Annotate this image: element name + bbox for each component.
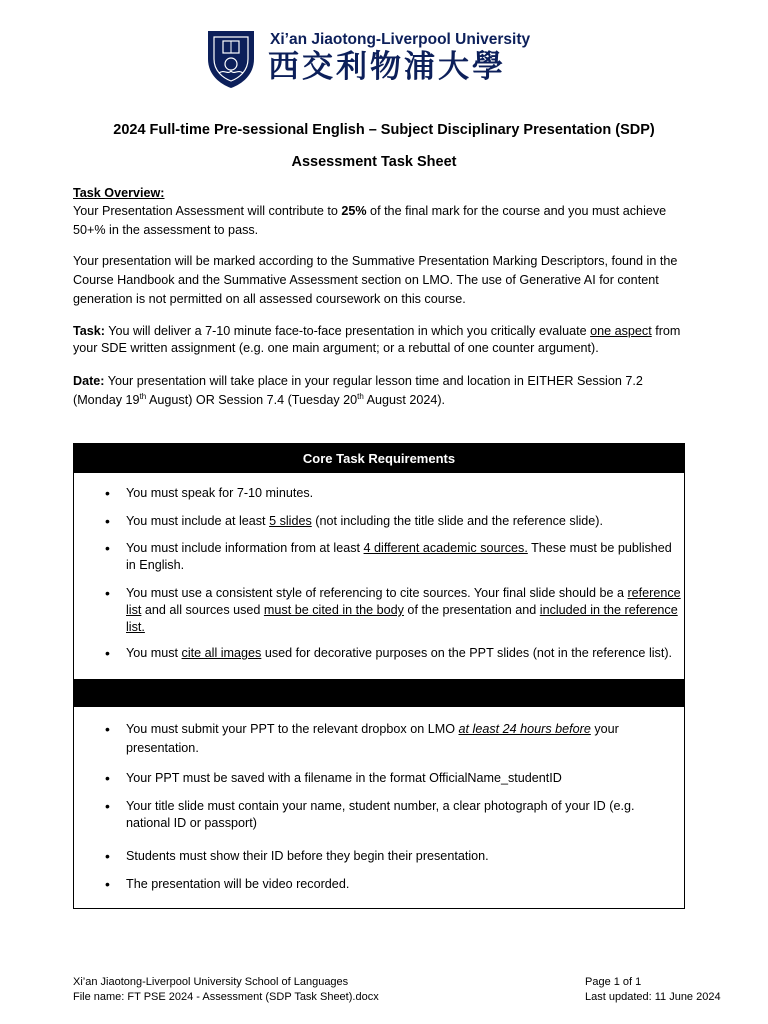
section-divider-bar [74,679,684,707]
footer-right [585,975,721,1005]
footer-last-updated: Last updated: 11 June 2024 [585,991,721,1003]
list-item: • You must submit your PPT to the relevant dropbox on LMO at least 24 hours before your presentation. [126,720,682,758]
university-logo [206,29,556,89]
document-subtitle: Assessment Task Sheet [291,154,457,170]
university-name-en: Xi’an Jiaotong-Liverpool University [270,31,531,48]
list-item: • You must include at least 5 slides (not including the title slide and the reference slide). [126,513,682,530]
list-item: • You must speak for 7-10 minutes. [126,485,682,502]
list-item: • You must cite all images used for decorative purposes on the PPT slides (not in the reference list). [126,645,682,662]
requirements-box [73,443,685,909]
list-item: • Students must show their ID before they begin their presentation. [126,848,682,865]
core-task-requirements-heading: Core Task Requirements [74,444,684,473]
list-item: • The presentation will be video recorded. [126,876,682,893]
list-item: • You must include information from at least 4 different academic sources. These must be published in English. [126,540,682,574]
university-crest-icon [206,29,256,89]
footer-file-name: File name: FT PSE 2024 - Assessment (SDP Task Sheet).docx [73,991,379,1003]
footer-school: Xi’an Jiaotong-Liverpool University School of Languages [73,976,349,988]
footer-left [73,975,379,1005]
task-overview-heading: Task Overview: [73,186,165,200]
footer-page-number: Page 1 of 1 [585,976,642,988]
date-paragraph: Date: Your presentation will take place in your regular lesson time and location in EITHER Session 7.2 (Monday 19th August) OR Session 7.4 (Tuesday 20th August 2024). [73,374,643,407]
list-item: • Your PPT must be saved with a filename in the format OfficialName_studentID [126,770,682,787]
list-item: • Your title slide must contain your name, student number, a clear photograph of your ID (e.g. national ID or passport) [126,798,682,832]
document-title: 2024 Full-time Pre-sessional English – Subject Disciplinary Presentation (SDP) [113,122,655,138]
university-name-cn: 西交利物浦大學 [268,49,506,85]
list-item: • You must use a consistent style of referencing to cite sources. Your final slide should be a reference list and all sources used must be cited in the body of the presentation and included in the reference list. [126,585,682,636]
task-paragraph: Task: You will deliver a 7-10 minute face-to-face presentation in which you critically evaluate one aspect from your SDE written assignment (e.g. one main argument; or a rebuttal of one counter argument). [73,324,681,355]
overview-paragraph-weighting: Your Presentation Assessment will contribute to 25% of the final mark for the course and you must achieve 50+% in the assessment to pass. [73,204,667,237]
overview-paragraph-marking: Your presentation will be marked according to the Summative Presentation Marking Descriptors, found in the Course Handbook and the Summative Assessment section on LMO. The use of Generative AI for content generation is not permitted on all assessed coursework on this course. [73,254,678,306]
